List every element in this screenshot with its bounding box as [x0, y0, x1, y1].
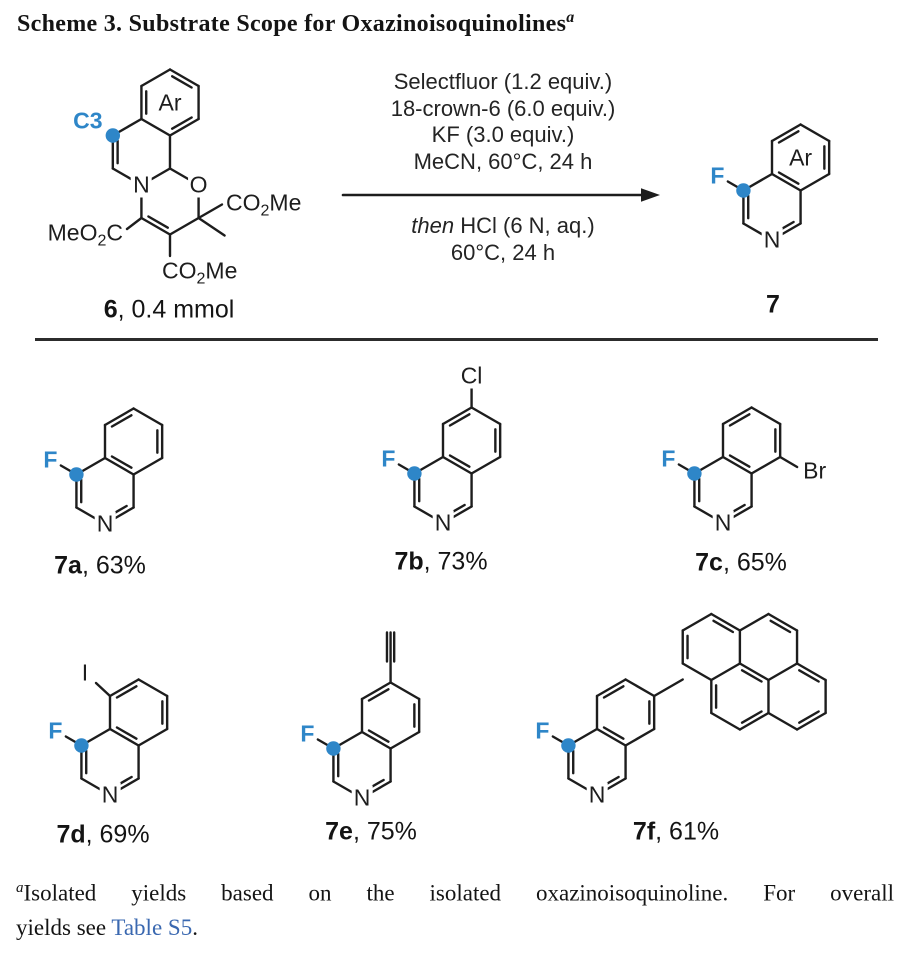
reaction-conditions-above — [336, 69, 670, 175]
c3-highlight-dot — [326, 741, 340, 755]
nitrogen-atom-label: N — [101, 781, 119, 808]
ester-meo: MeO — [47, 219, 98, 246]
structure-7 — [728, 125, 829, 241]
condition-line — [336, 213, 670, 240]
footnote — [16, 871, 894, 945]
structure-7b — [399, 389, 500, 524]
nitrogen-atom-label: N — [96, 510, 114, 537]
footnote-line-2 — [16, 911, 894, 945]
nitrogen-atom-label: N — [434, 509, 452, 536]
scheme-title-text: Scheme 3. Substrate Scope for Oxazinoisoquinolines — [17, 11, 567, 37]
ester-left-label — [46, 219, 125, 250]
ester-sub2: 2 — [260, 202, 270, 220]
c3-highlight-dot — [74, 738, 88, 752]
structure-7d — [66, 680, 167, 796]
ester-sub2: 2 — [196, 270, 206, 288]
yield-value: , 63% — [81, 551, 146, 580]
compound-id: 7a — [54, 551, 82, 580]
structure-7c — [679, 408, 797, 524]
nitrogen-atom-label: N — [763, 226, 781, 253]
hcl-conditions: HCl (6 N, aq.) — [454, 213, 595, 238]
product-label — [766, 290, 780, 319]
substrate-label — [103, 295, 235, 324]
ester-sub2: 2 — [97, 232, 107, 250]
ester-co: CO — [226, 189, 261, 216]
footnote-line-1 — [16, 871, 894, 911]
nitrogen-atom-label: N — [353, 784, 371, 811]
compound-id: 7c — [695, 548, 723, 577]
ester-right-label — [224, 189, 303, 220]
compound-id: 7f — [632, 817, 656, 846]
yield-label-7b — [394, 547, 488, 576]
footnote-text: Isolated yields based on the isolated oxazinoisoquinoline. For overall — [23, 880, 894, 906]
structure-7a — [61, 409, 162, 525]
condition-line: 18-crown-6 (6.0 equiv.) — [390, 95, 616, 121]
footnote-text: . — [192, 914, 198, 940]
fluorine-atom-label: F — [43, 446, 58, 472]
yield-value: , 69% — [85, 820, 150, 849]
yield-value: , 61% — [655, 817, 720, 846]
then-italic: then — [411, 213, 455, 238]
substrate-amount: , 0.4 mmol — [117, 295, 235, 324]
fluorine-atom-label: F — [661, 445, 676, 471]
fluorine-atom-label: F — [381, 445, 396, 471]
c3-highlight-dot — [561, 738, 575, 752]
ester-c: C — [106, 219, 123, 246]
compound-id: 7d — [56, 820, 86, 849]
table-s5-link[interactable]: Table S5 — [111, 914, 193, 940]
footnote-marker: a — [16, 880, 24, 896]
c3-highlight-dot — [106, 128, 120, 142]
structure-7e — [318, 633, 419, 799]
oxygen-atom-label: O — [189, 171, 208, 198]
scheme-title — [17, 9, 575, 38]
compound-id: 7b — [394, 547, 424, 576]
yield-label-7a — [54, 551, 146, 580]
ester-me: Me — [269, 189, 302, 216]
structure-7f — [553, 614, 826, 795]
fluorine-atom-label: F — [300, 720, 315, 746]
c3-highlight-dot — [407, 466, 421, 480]
yield-label-7f — [632, 817, 720, 846]
reaction-conditions-below — [336, 213, 670, 266]
nitrogen-atom-label: N — [588, 781, 606, 808]
nitrogen-atom-label: N — [714, 509, 732, 536]
ester-bottom-label — [160, 257, 239, 288]
ester-co: CO — [162, 257, 197, 284]
reaction-arrow — [343, 188, 660, 202]
condition-line: Selectfluor (1.2 equiv.) — [393, 69, 613, 94]
fluorine-atom-label: F — [48, 717, 63, 743]
yield-value: , 65% — [722, 548, 787, 577]
footnote-text: yields see — [16, 914, 112, 940]
product-number: 7 — [766, 290, 780, 319]
yield-label-7c — [695, 548, 787, 577]
condition-line: 60°C, 24 h — [450, 239, 556, 265]
fluorine-atom-label: F — [535, 717, 550, 743]
c3-highlight-dot — [69, 467, 83, 481]
condition-line: KF (3.0 equiv.) — [431, 122, 575, 147]
c3-position-label: C3 — [73, 107, 103, 133]
yield-value: , 73% — [423, 547, 488, 576]
substrate-number: 6 — [103, 295, 118, 324]
fluorine-atom-label: F — [710, 162, 725, 188]
chlorine-atom-label: Cl — [460, 362, 483, 388]
condition-line: MeCN, 60°C, 24 h — [413, 148, 593, 174]
c3-highlight-dot — [736, 183, 750, 197]
scheme-title-footnote-marker: a — [566, 9, 575, 26]
section-divider — [35, 338, 878, 341]
c3-highlight-dot — [687, 466, 701, 480]
nitrogen-atom-label: N — [133, 171, 150, 198]
ar-ring-label: Ar — [158, 89, 182, 115]
ar-ring-label: Ar — [789, 144, 813, 170]
ester-me: Me — [205, 257, 238, 284]
iodine-atom-label: I — [81, 659, 89, 686]
bromine-atom-label: Br — [803, 457, 827, 484]
yield-label-7d — [56, 820, 150, 849]
yield-label-7e — [325, 817, 417, 846]
yield-value: , 75% — [352, 817, 417, 846]
compound-id: 7e — [325, 817, 353, 846]
